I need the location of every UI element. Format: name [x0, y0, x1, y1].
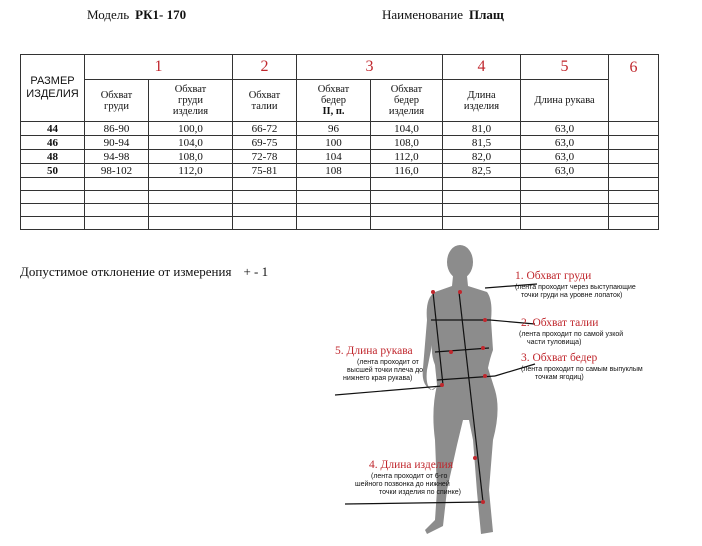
svg-text:точки груди на уровне лопаток): точки груди на уровне лопаток) [521, 292, 623, 299]
svg-text:(лента проходит от: (лента проходит от [357, 359, 419, 366]
tolerance-label: Допустимое отклонение от измерения [20, 264, 232, 279]
group-number: 5 [521, 55, 609, 80]
svg-text:1. Обхват груди: 1. Обхват груди [515, 270, 592, 282]
svg-text:точкам ягодиц): точкам ягодиц) [535, 374, 584, 381]
size-header-line: ИЗДЕЛИЯ [26, 88, 79, 100]
size-header-line: РАЗМЕР [30, 75, 75, 87]
table-row: 46 90-94 104,0 69-75 100 108,0 81,5 63,0 [21, 136, 659, 150]
group-number: 3 [297, 55, 443, 80]
column-header: Обхват бедер изделия [371, 80, 443, 122]
svg-text:точки изделия по спинке): точки изделия по спинке) [379, 489, 461, 496]
svg-text:(лента проходит по самым выпук: (лента проходит по самым выпуклым [521, 366, 643, 373]
name-label: Наименование [382, 7, 463, 22]
svg-text:(лента проходит по самой узкой: (лента проходит по самой узкой [519, 331, 624, 338]
label-hips [521, 352, 643, 381]
name-field [382, 7, 504, 23]
measurement-figure [325, 240, 665, 540]
svg-text:нижнего края рукава): нижнего края рукава) [343, 375, 413, 382]
label-length [355, 459, 461, 496]
label-sleeve [335, 345, 423, 382]
column-header: Обхват груди [85, 80, 149, 122]
label-chest [515, 270, 636, 299]
table-row: 48 94-98 108,0 72-78 104 112,0 82,0 63,0 [21, 150, 659, 164]
column-header: Длина рукава [521, 80, 609, 122]
table-row-empty [21, 178, 659, 191]
column-header: Обхват груди изделия [149, 80, 233, 122]
size-header [21, 55, 85, 122]
model-field [87, 7, 186, 23]
svg-text:части туловища): части туловища) [527, 339, 582, 346]
column-header: Обхват талии [233, 80, 297, 122]
table-row: 44 86-90 100,0 66-72 96 104,0 81,0 63,0 [21, 122, 659, 136]
model-value: РК1- 170 [135, 7, 187, 22]
svg-text:шейного позвонка до нижней: шейного позвонка до нижней [355, 481, 450, 488]
table-row: 50 98-102 112,0 75-81 108 116,0 82,5 63,0 [21, 164, 659, 178]
tolerance-value: + - 1 [243, 264, 269, 279]
size-table [20, 54, 659, 230]
svg-text:высшей точки плеча до: высшей точки плеча до [347, 367, 424, 374]
group-number: 2 [233, 55, 297, 80]
column-header: Длина изделия [443, 80, 521, 122]
svg-text:(лента проходит от 6-го: (лента проходит от 6-го [371, 473, 448, 480]
group-number: 4 [443, 55, 521, 80]
column-header: Обхват бедер II, п. [297, 80, 371, 122]
table-row-empty [21, 204, 659, 217]
svg-text:2. Обхват талии: 2. Обхват талии [521, 317, 599, 329]
svg-text:3. Обхват бедер: 3. Обхват бедер [521, 352, 598, 364]
tolerance-note [20, 264, 268, 280]
svg-text:(лента проходит через выступаю: (лента проходит через выступающие [515, 284, 636, 291]
svg-text:4. Длина изделия: 4. Длина изделия [369, 459, 453, 471]
name-value: Плащ [469, 7, 504, 22]
table-row-empty [21, 217, 659, 230]
group-number: 1 [85, 55, 233, 80]
label-waist [519, 317, 623, 346]
group-number: 6 [609, 55, 659, 122]
model-label: Модель [87, 7, 130, 22]
svg-text:5. Длина рукава: 5. Длина рукава [335, 345, 413, 357]
table-row-empty [21, 191, 659, 204]
